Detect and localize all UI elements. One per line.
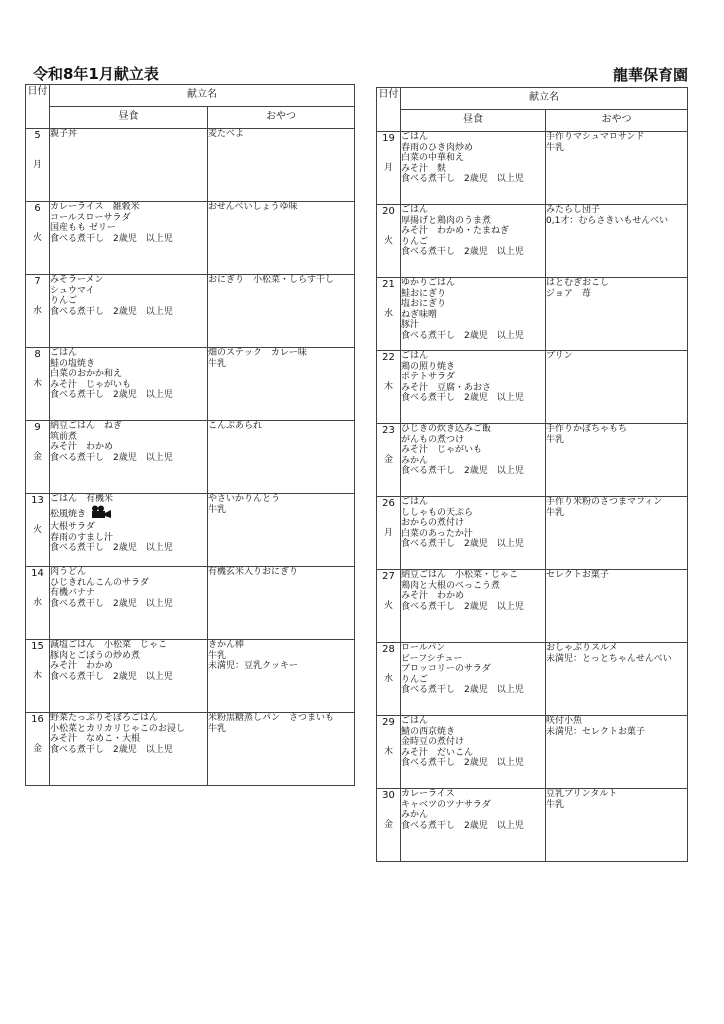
snack-item: こんぶあられ [208,421,263,431]
lunch-item: コールスローサラダ [50,212,131,223]
weekday: 水 [383,309,393,319]
snack-item: 有機玄米入りおにぎり [208,567,299,577]
lunch-item: 鮭おにぎり [401,288,447,299]
lunch-cell [50,494,208,567]
lunch-item: りんご [401,674,429,685]
lunch-item: 食べる煮干し 2歳児 以上児 [401,330,524,341]
date-cell [26,494,50,567]
lunch-item: 納豆ごはん 小松菜・じゃこ [401,570,519,580]
lunch-cell [401,205,546,278]
lunch-item: ねぎ味噌 [401,309,438,320]
snack-cell [208,494,355,567]
weekday: 木 [32,671,42,681]
lunch-item: みそ汁 なめこ・大根 [50,734,141,744]
snack-item: 牛乳 [208,504,227,515]
lunch-item: 鯖の西京焼き [401,726,456,737]
weekday: 火 [32,525,42,535]
lunch-item: 白菜の中華和え [401,153,465,163]
lunch-item: ひじきの炊き込みご飯 [401,424,492,434]
menu-table-left [25,84,355,786]
lunch-item: 納豆ごはん ねぎ [50,421,123,431]
day-row [26,494,355,567]
snack-item: セレクトお菓子 [546,570,609,580]
lunch-header: 昼食 [50,107,208,129]
lunch-item: みかん [401,810,429,820]
lunch-item: 野菜たっぷりそぼろごはん [50,713,159,723]
lunch-item: 筑前煮 [50,431,78,442]
lunch-cell [50,129,208,202]
day-row [26,129,355,202]
lunch-item: ブロッコリーのサラダ [401,664,491,674]
day-row [26,567,355,640]
weekday: 木 [383,382,393,392]
snack-cell [546,789,688,862]
snack-cell [546,351,688,424]
snack-item: やさいかりんとう [208,494,281,504]
lunch-item: みそ汁 わかめ・たまねぎ [401,226,510,236]
snack-cell [546,424,688,497]
lunch-item: 食べる煮干し 2歳児 以上児 [50,744,173,755]
snack-item: ジョア 苺 [546,288,591,299]
lunch-item: 塩おにぎり [401,299,447,309]
snack-item: おせんべいしょうゆ味 [208,202,298,212]
lunch-cell [50,567,208,640]
lunch-item: ごはん [401,351,429,361]
lunch-item: 豚肉とごぼうの炒め煮 [50,650,141,661]
video-camera-icon [90,505,112,523]
page-title: 令和8年1月献立表 [33,65,159,83]
date-header: 日付 [377,88,401,132]
lunch-item: 肉うどん [50,567,87,577]
lunch-item: シュウマイ [50,285,95,296]
weekday: 水 [32,598,42,608]
snack-item: 牛乳 [546,507,565,518]
lunch-item: みそ汁 わかめ [401,591,465,601]
lunch-item: 厚揚げと鶏肉のうま煮 [401,215,492,226]
lunch-cell [50,421,208,494]
lunch-item: 食べる煮干し 2歳児 以上児 [401,247,524,257]
lunch-cell [401,278,546,351]
snack-item: プリン [546,351,573,361]
lunch-item: みそ汁 わかめ [50,661,114,671]
lunch-item: カレーライス 雑穀米 [50,202,140,212]
day-row [26,275,355,348]
lunch-item: みそ汁 わかめ [50,442,114,452]
date-cell [26,421,50,494]
snack-item: 畑のステック カレー味 [208,348,307,358]
day-number: 16 [31,714,44,725]
lunch-item: 鮭の塩焼き [50,358,96,369]
date-cell [377,643,401,716]
lunch-item: 食べる煮干し 2歳児 以上児 [50,598,173,609]
snack-cell [546,643,688,716]
lunch-item: カレーライス [401,789,455,799]
weekday: 水 [383,674,393,684]
weekday: 金 [32,744,42,754]
day-number: 13 [31,495,44,506]
day-number: 6 [34,203,41,214]
day-row [26,640,355,713]
lunch-item: 豚汁 [401,320,420,330]
lunch-item: 鶏の照り焼き [401,361,456,372]
snack-header: おやつ [208,107,355,129]
lunch-item: みそ汁 だいこん [401,747,474,758]
weekday: 月 [383,528,393,538]
snack-cell [546,132,688,205]
day-number: 27 [382,571,395,582]
lunch-item: ごはん [401,716,429,726]
lunch-item: 食べる煮干し 2歳児 以上児 [50,543,173,553]
lunch-item: ポテトサラダ [401,372,455,382]
snack-cell [208,567,355,640]
day-row [377,132,688,205]
snack-item: 咲付小魚 [546,716,583,726]
lunch-item: 食べる煮干し 2歳児 以上児 [50,452,173,463]
weekday: 火 [32,233,42,243]
date-cell [377,497,401,570]
lunch-item: 食べる煮干し 2歳児 以上児 [50,671,173,682]
snack-item: 牛乳 [546,799,565,810]
day-number: 23 [382,425,395,436]
day-number: 21 [382,279,395,290]
date-cell [26,348,50,421]
snack-cell [546,278,688,351]
day-number: 9 [34,422,41,433]
day-number: 5 [34,130,41,141]
lunch-item: 春雨のひき肉炒め [401,142,474,153]
snack-item: おにぎり 小松菜・しらす干し [208,275,335,285]
lunch-item: ししゃもの天ぷら [401,507,474,518]
date-cell [26,713,50,786]
lunch-item: 減塩ごはん 小松菜 じゃこ [50,640,168,650]
weekday: 木 [383,747,393,757]
lunch-item: 食べる煮干し 2歳児 以上児 [401,758,524,768]
snack-item: 牛乳 [208,358,227,369]
weekday: 火 [383,601,393,611]
lunch-cell [401,497,546,570]
lunch-item: ひじきれんこんのサラダ [50,577,149,588]
lunch-cell [50,202,208,275]
day-number: 20 [382,206,395,217]
lunch-item: 松風焼き [50,508,87,519]
day-row [377,351,688,424]
snack-cell [208,129,355,202]
weekday: 月 [383,163,393,173]
date-cell [377,424,401,497]
date-cell [26,202,50,275]
lunch-item: みそ汁 豆腐・あおさ [401,382,492,393]
lunch-item: りんご [50,296,78,306]
snack-item: 未満児：とっとちゃんせんべい [546,653,672,664]
snack-cell [546,497,688,570]
snack-cell [208,421,355,494]
lunch-item: 食べる煮干し 2歳児 以上児 [50,390,173,400]
day-row [377,424,688,497]
snack-item: はとむぎおこし [546,278,610,288]
lunch-cell [401,643,546,716]
day-number: 14 [31,568,44,579]
snack-item: おしゃぶりスルメ [546,643,618,653]
snack-item: 米粉黒糖蒸しパン さつまいも [208,713,335,723]
snack-item: みたらし団子 [546,205,601,215]
lunch-item: 金時豆の煮付け [401,737,465,747]
lunch-item: 食べる煮干し 2歳児 以上児 [401,601,524,612]
lunch-cell [50,640,208,713]
lunch-cell [401,424,546,497]
snack-cell [208,202,355,275]
menu-table-right [376,87,688,862]
day-row [377,643,688,716]
snack-header: おやつ [546,110,688,132]
day-number: 8 [34,349,41,360]
lunch-item: ごはん [401,497,429,507]
snack-item: 牛乳 [208,650,227,661]
school-name: 龍華保育園 [612,66,688,84]
lunch-item: りんご [401,236,429,247]
lunch-item: キャベツのツナサラダ [401,799,491,810]
lunch-item: 小松菜とカリカリじゃこのお浸し [50,723,185,734]
menu-header: 献立名 [50,85,355,107]
day-row [377,570,688,643]
lunch-item: 大根サラダ [50,522,95,532]
lunch-item: みそ汁 麩 [401,163,447,174]
day-number: 30 [382,790,395,801]
lunch-cell [50,348,208,421]
lunch-item: 親子丼 [50,129,78,139]
day-row [26,421,355,494]
lunch-item: みかん [401,455,429,466]
lunch-header: 昼食 [401,110,546,132]
day-row [26,713,355,786]
lunch-item: ビーフシチュー [401,653,463,664]
snack-item: 手作り米粉のさつまマフィン [546,497,663,507]
weekday: 水 [32,306,42,316]
weekday: 金 [32,452,42,462]
lunch-cell [401,132,546,205]
day-number: 26 [382,498,395,509]
lunch-item: ごはん 有機米 [50,494,114,504]
date-cell [377,570,401,643]
day-number: 29 [382,717,395,728]
snack-cell [546,570,688,643]
lunch-item: 有機バナナ [50,588,96,598]
weekday: 火 [383,236,393,246]
snack-item: 牛乳 [208,723,227,734]
lunch-item: ごはん [401,205,429,215]
lunch-item: 食べる煮干し 2歳児 以上児 [50,306,173,317]
snack-cell [208,640,355,713]
day-row [377,716,688,789]
snack-item: 豆乳プリンタルト [546,789,618,799]
lunch-item: みそラーメン [50,275,104,285]
snack-item: 手作りかぼちゃもち [546,424,628,434]
date-cell [377,716,401,789]
day-row [377,789,688,862]
snack-cell [208,275,355,348]
snack-item: 牛乳 [546,142,565,153]
lunch-item: 鶏肉と大根のべっこう煮 [401,580,501,591]
snack-item: 0,1才：むらさきいもせんべい [546,215,669,226]
day-row [26,202,355,275]
lunch-item: 国産もも ゼリー [50,223,116,233]
lunch-item: ゆかりごはん [401,278,456,288]
lunch-item-with-icon [50,505,207,523]
lunch-item: みそ汁 じゃがいも [401,445,483,455]
snack-item: 手作りマシュマロサンド [546,132,645,142]
date-cell [26,640,50,713]
lunch-item: おからの煮付け [401,518,465,528]
weekday: 月 [32,160,42,170]
snack-item: きかん棒 [208,640,245,650]
lunch-item: 食べる煮干し 2歳児 以上児 [401,393,524,403]
date-cell [377,132,401,205]
day-row [377,497,688,570]
menu-header: 献立名 [401,88,688,110]
lunch-cell [50,275,208,348]
date-cell [377,205,401,278]
lunch-cell [50,713,208,786]
snack-cell [546,716,688,789]
day-number: 22 [382,352,395,363]
day-row [377,205,688,278]
lunch-item: みそ汁 じゃがいも [50,379,132,390]
lunch-item: 白菜のあったか汁 [401,528,473,539]
lunch-item: 食べる煮干し 2歳児 以上児 [401,820,524,831]
lunch-item: 食べる煮干し 2歳児 以上児 [401,174,524,184]
lunch-item: ロールパン [401,643,446,653]
date-cell [26,129,50,202]
date-cell [377,789,401,862]
snack-item: 牛乳 [546,434,565,445]
lunch-item: ごはん [401,132,429,142]
lunch-item: 春雨のすまし汁 [50,532,114,543]
snack-item: 麦たべよ [208,129,245,139]
lunch-cell [401,570,546,643]
lunch-item: 食べる煮干し 2歳児 以上児 [401,466,524,476]
lunch-item: がんもの煮つけ [401,434,465,445]
day-row [26,348,355,421]
date-cell [26,567,50,640]
lunch-cell [401,351,546,424]
lunch-item: 食べる煮干し 2歳児 以上児 [401,685,524,695]
snack-cell [208,348,355,421]
snack-cell [208,713,355,786]
day-number: 19 [382,133,395,144]
lunch-item: 食べる煮干し 2歳児 以上児 [401,539,524,549]
weekday: 木 [32,379,42,389]
lunch-cell [401,716,546,789]
weekday: 金 [383,455,393,465]
day-number: 7 [34,276,41,287]
lunch-item: ごはん [50,348,78,358]
lunch-item: 白菜のおかか和え [50,369,123,379]
day-row [377,278,688,351]
date-cell [26,275,50,348]
day-number: 28 [382,644,395,655]
snack-item: 未満児：セレクトお菓子 [546,726,645,737]
date-cell [377,351,401,424]
snack-cell [546,205,688,278]
snack-item: 未満児：豆乳クッキー [208,661,299,671]
date-cell [377,278,401,351]
lunch-cell [401,789,546,862]
lunch-item: 食べる煮干し 2歳児 以上児 [50,233,173,244]
weekday: 金 [383,820,393,830]
date-header: 日付 [26,85,50,129]
day-number: 15 [31,641,44,652]
